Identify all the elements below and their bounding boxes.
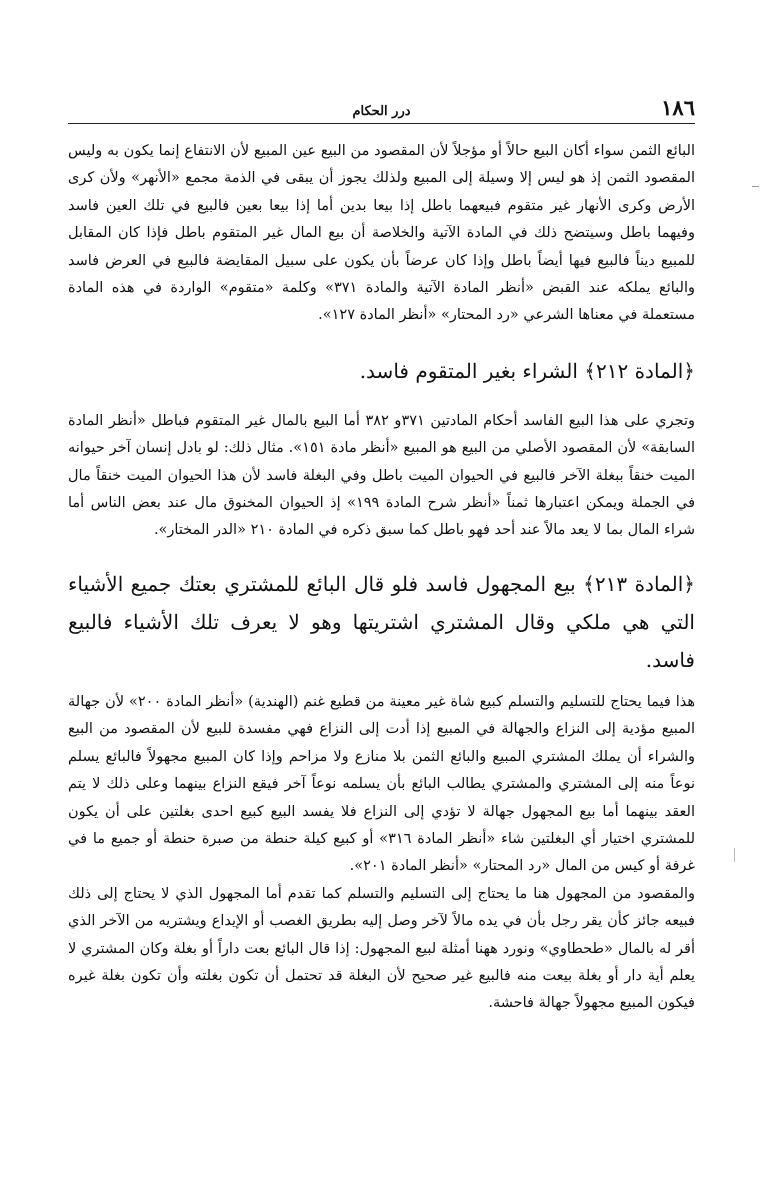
page-number: ١٨٦	[661, 95, 695, 120]
article-213-heading: ﴿المادة ٢١٣﴾ بيع المجهول فاسد فلو قال البائع للمشتري بعتك جميع الأشياء التي هي ملكي وقال المشتري اشتريتها وهو لا يعرف تلك الأشياء فالبيع فاسد.	[68, 571, 695, 672]
page-header	[68, 95, 695, 124]
paragraph-2: وتجري على هذا البيع الفاسد أحكام المادتين ٣٧١و ٣٨٢ أما البيع بالمال غير المتقوم فباطل «أنظر المادة السابقة» لأن المقصود الأصلي من البيع هو المبيع «أنظر مادة ١٥١». مثال ذلك: لو بادل إنسان آخر حيوانه الميت خنقاً ببغلة الآخر فالبيع في الحيوان الميت باطل وفي البغلة فاسد لأن هذا الحيوان الميت خنقاً مال في الجملة ويمكن اعتبارها ثمناً «أنظر شرح المادة ١٩٩» إذ الحيوان المخنوق مال عند بعض الناس أما شراء المال بما لا يعد مالاً عند أحد فهو باطل كما سبق ذكره في المادة ٢١٠ «الدر المختار».	[68, 412, 696, 539]
article-212-heading: ﴿المادة ٢١٢﴾ الشراء بغير المتقوم فاسد.	[359, 358, 695, 383]
margin-mark	[752, 186, 759, 187]
page-body	[68, 138, 695, 1018]
margin-mark	[734, 848, 735, 862]
running-title: درر الحكام	[352, 104, 411, 119]
paragraph-3: هذا فيما يحتاج للتسليم والتسلم كبيع شاة غير معينة من قطيع غنم (الهندية) «أنظر المادة ٢٠٠» لأن جهالة المبيع مؤدية إلى النزاع والجهالة في المبيع إذا أدت إلى النزاع فهي مفسدة للبيع لأن المقصود من البيع والشراء أن يملك المشتري المبيع والبائع الثمن بلا منازع ولا مزاحم وإذا كان المبيع مجهولاً فالبائع يسلم نوعاً منه إلى المشتري والمشتري يطالب البائع بأن يسلمه نوعاً آخر فيقع النزاع بينهما وعلى ذلك لا يتم العقد بينهما أما بيع المجهول جهالة لا تؤدي إلى النزاع فلا يفسد البيع كبيع احدى بغلتين على أن يكون للمشتري اختيار أي البغلتين شاء «أنظر المادة ٣١٦» أو كبيع كيلة حنطة من صبرة حنطة أو جميع ما في غرفة أو كيس من المال «رد المحتار» «أنظر المادة ٢٠١».	[68, 693, 695, 875]
paragraph-1: البائع الثمن سواء أكان البيع حالاً أو مؤجلاً لأن المقصود من البيع عين المبيع لأن الانتفاع إنما يكون به وليس المقصود الثمن إذ هو ليس إلا وسيلة إلى المبيع ولذلك يجوز أن يبقى في الذمة مجمع «الأنهر» ولأن كرى الأرض وكرى الأنهار غير متقوم فبيعهما باطل إذا بيعا بدين أما إذا بيعا بعين فالبيع في تلك العين فاسد وفيهما باطل وسيتضح ذلك في المادة الآتية والخلاصة أن بيع المال غير المتقوم باطل فإذا كان المقابل للمبيع ديناً فالبيع فيها أيضاً باطل وإذا كان عرضاً بأن يكون على سبيل المقايضة فالبيع في العرض فاسد والبائع يملكه عند القبض «أنظر المادة الآتية والمادة ٣٧١» وكلمة «متقوم» الواردة في هذه المادة مستعملة في معناها الشرعي «رد المحتار» «أنظر المادة ١٢٧».	[68, 143, 695, 324]
paragraph-4: والمقصود من المجهول هنا ما يحتاج إلى التسليم والتسلم كما تقدم أما المجهول الذي لا يحتاج إلى ذلك فبيعه جائز كأن يقر رجل بأن في يده مالاً لآخر وصل إليه بطريق الغصب أو الإيداع ويشتريه من الآخر الذي أقر له بالمال «طحطاوي» ونورد ههنا أمثلة لبيع المجهول: إذا قال البائع بعت داراً أو بغلة وكان المشتري لا يعلم أية دار أو بغلة بيعت منه فالبيع غير صحيح لأن البغلة قد تحتمل أن تكون بغلته وأن تكون بغلة غيره فيكون المبيع مجهولاً جهالة فاحشة.	[68, 885, 695, 1012]
